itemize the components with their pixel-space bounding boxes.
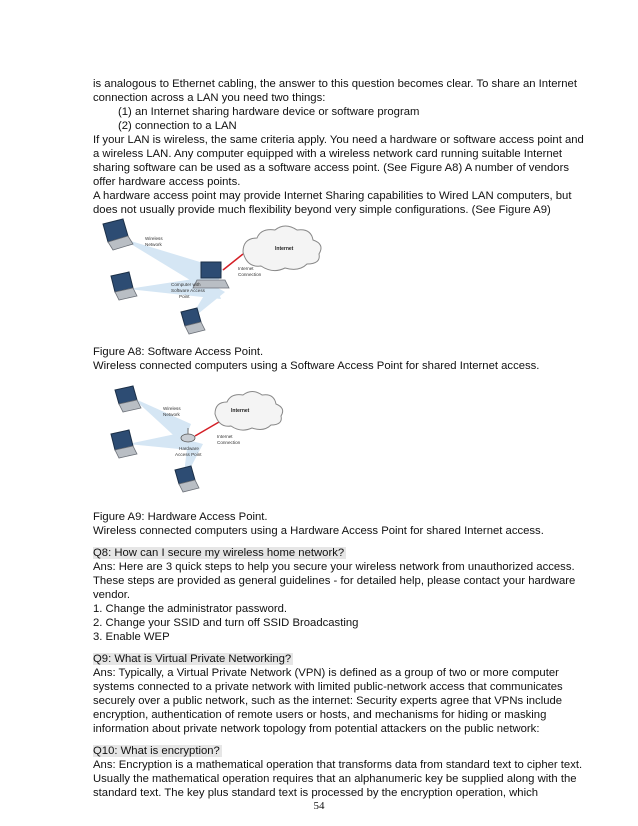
figure-a9-description: Wireless connected computers using a Hardware Access Point for shared Internet access.	[93, 525, 544, 537]
q8-step-1: 1. Change the administrator password.	[93, 603, 288, 615]
intro-line-7: sharing software can be used as a software access point. (See Figure A8) A number of vendors	[93, 162, 569, 174]
intro-line-5: If your LAN is wireless, the same criteria apply. You need a hardware or software access point and	[93, 134, 584, 146]
intro-list-item-1: (1) an Internet sharing hardware device or software program	[118, 106, 420, 118]
q8-step-2: 2. Change your SSID and turn off SSID Broadcasting	[93, 617, 359, 629]
q8-heading: Q8: How can I secure my wireless home network?	[93, 547, 345, 559]
laptop-icon	[111, 272, 137, 300]
q9-answer-line: Ans: Typically, a Virtual Private Network (VPN) is defined as a group of two or more computer	[93, 667, 559, 679]
q9-answer-line: information about private network topology from potential attackers on the public network:	[93, 723, 540, 735]
intro-line-10: does not usually provide much flexibility beyond very simple configurations. (See Figure A9)	[93, 204, 551, 216]
intro-line-8: offer hardware access points.	[93, 176, 241, 188]
hardware-access-point-label: Hardware Access Point	[175, 446, 202, 457]
intro-line-2: connection across a LAN you need two things:	[93, 92, 326, 104]
q8-answer-line: These steps are provided as general guidelines - for detailed help, please contact your hardware	[93, 575, 576, 587]
figure-a9-caption: Figure A9: Hardware Access Point.	[93, 511, 268, 523]
laptop-icon	[103, 219, 133, 250]
q10-answer-line: standard text. The key plus standard text is processed by the encryption operation, which	[93, 787, 539, 799]
q9-heading: Q9: What is Virtual Private Networking?	[93, 653, 292, 665]
wireless-network-label: Wireless Network	[145, 236, 163, 247]
q9-answer-line: systems connected to a private network with limited public-network access that communicates	[93, 681, 563, 693]
computer-label: Computer with Software Access Point	[171, 282, 205, 299]
q9-answer-line: securely over a public network, such as the internet: Security experts agree that VPNs include	[93, 695, 563, 707]
intro-line-6: a wireless LAN. Any computer equipped with a wireless network card running suitable Internet	[93, 148, 563, 160]
q10-answer-line: Ans: Encryption is a mathematical operation that transforms data from standard text to cipher text.	[93, 759, 583, 771]
internet-label: Internet	[231, 408, 250, 414]
figure-a8-description: Wireless connected computers using a Software Access Point for shared Internet access.	[93, 360, 540, 372]
q10-heading: Q10: What is encryption?	[93, 745, 220, 757]
laptop-icon	[181, 308, 205, 334]
intro-line-1: is analogous to Ethernet cabling, the answer to this question becomes clear. To share an Internet	[93, 78, 577, 90]
figure-a8-caption: Figure A8: Software Access Point.	[93, 346, 264, 358]
q8-answer-line: vendor.	[93, 589, 131, 601]
wireless-network-label: Wireless Network	[163, 406, 181, 417]
internet-connection-line	[195, 422, 219, 436]
q9-answer-line: encryption, authentication of remote users or hosts, and mechanisms for hiding or masking	[93, 709, 547, 721]
figure-a8-diagram	[93, 214, 383, 344]
laptop-icon	[115, 386, 141, 412]
internet-connection-label: Internet Connection	[217, 434, 241, 445]
intro-line-9: A hardware access point may provide Internet Sharing capabilities to Wired LAN computers, but	[93, 190, 572, 202]
internet-connection-label: Internet Connection	[238, 266, 262, 277]
internet-label: Internet	[275, 246, 294, 252]
figure-a9-diagram	[93, 384, 293, 504]
page-number: 54	[313, 800, 325, 812]
q8-answer-line: Ans: Here are 3 quick steps to help you secure your wireless network from unauthorized access.	[93, 561, 575, 573]
q10-answer-line: Usually the mathematical operation requires that an alphanumeric key be supplied along with the	[93, 773, 577, 785]
q8-step-3: 3. Enable WEP	[93, 631, 170, 643]
laptop-icon	[175, 466, 199, 492]
intro-list-item-2: (2) connection to a LAN	[118, 120, 237, 132]
